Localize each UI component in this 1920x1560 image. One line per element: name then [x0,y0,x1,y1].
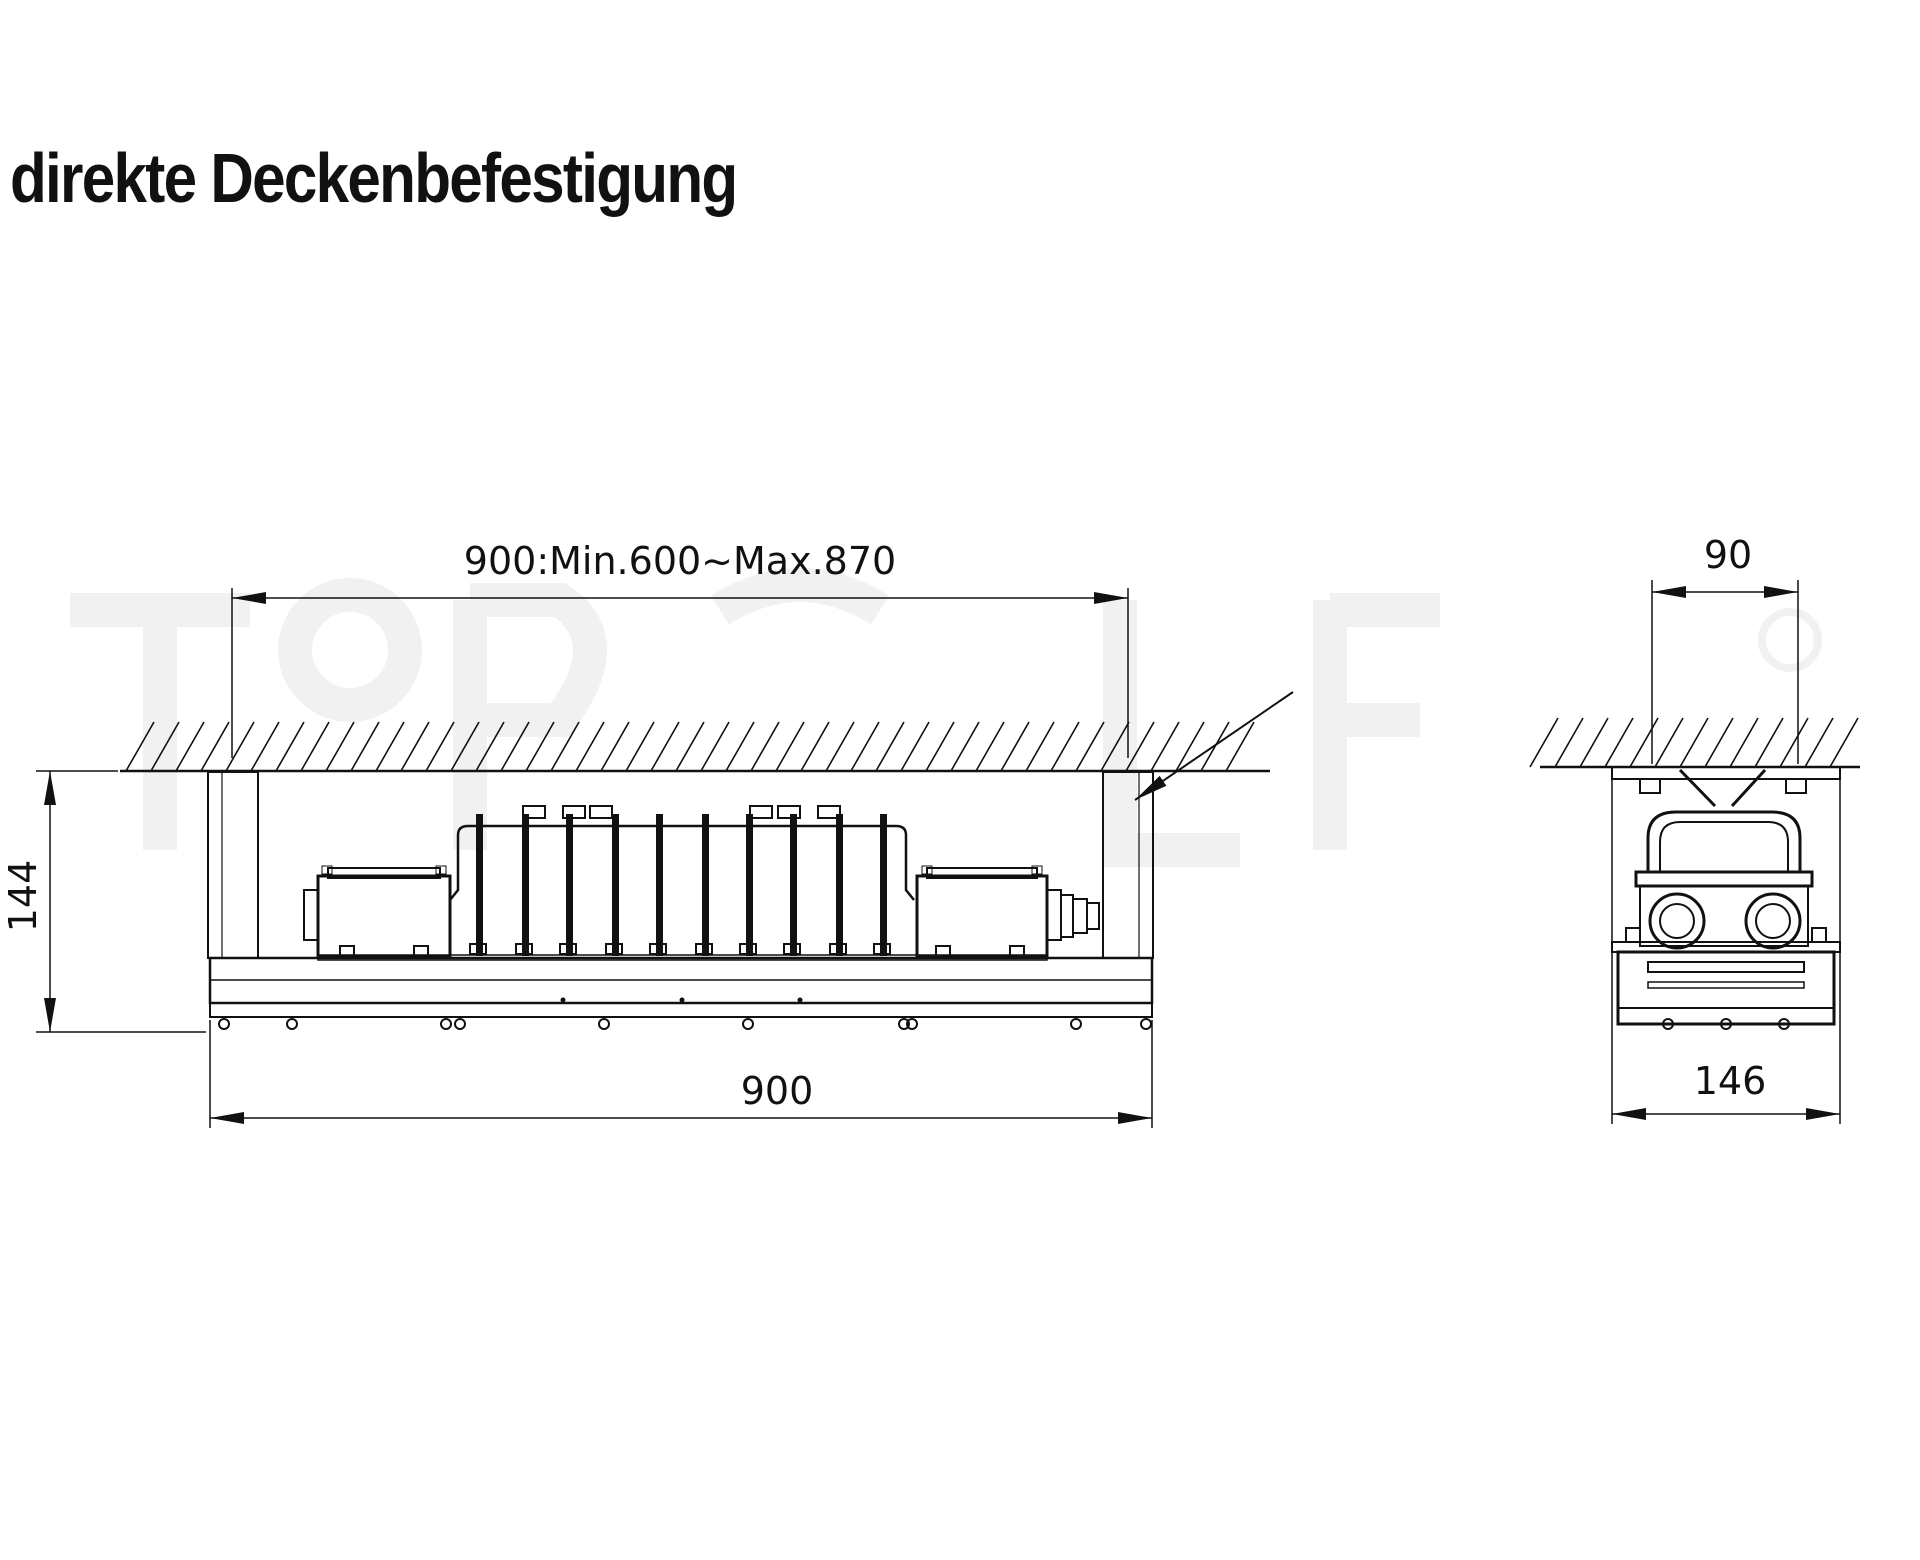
ceiling-hatch-line [376,722,404,771]
driver-box-right [917,866,1061,956]
ceiling-hatch-line [251,722,279,771]
dimension-front-length [210,1020,1152,1128]
ceiling-side [1530,718,1860,767]
ceiling-hatch-line [701,722,729,771]
ceiling-hatch-line [1530,718,1558,767]
ceiling-hatch-line [676,722,704,771]
ceiling-hatch-line [1605,718,1633,767]
ceiling-hatch-line [1630,718,1658,767]
side-cable-gland-right [1746,894,1800,948]
driver-box-left [304,866,450,956]
side-mount-plate [1612,767,1840,806]
ceiling-hatch-line [276,722,304,771]
ceiling-hatch-line [726,722,754,771]
ceiling-hatch-line [1076,722,1104,771]
heat-sink-fin [790,814,797,956]
ceiling-hatch-line [1555,718,1583,767]
side-cable-gland-left [1650,894,1704,948]
front-view [1,539,1293,1128]
ceiling-hatch-line [226,722,254,771]
ceiling-hatch-line [776,722,804,771]
ceiling-hatch-line [1176,722,1204,771]
ceiling-hatch-line [626,722,654,771]
heat-sink-fin [746,814,753,956]
leader-arrow [1135,692,1293,800]
ceiling-hatch-line [1780,718,1808,767]
ceiling-front [120,722,1270,771]
dimension-label-front-height: 144 [1,859,45,933]
heat-sink-fin [836,814,843,956]
ceiling-hatch-line [401,722,429,771]
ceiling-hatch-line [901,722,929,771]
ceiling-hatch-line [1580,718,1608,767]
ceiling-hatch-line [1001,722,1029,771]
heat-sink-fin [880,814,887,956]
ceiling-hatch-line [1830,718,1858,767]
base-bolt [287,1019,297,1029]
base-bolt [219,1019,229,1029]
heat-sink-fin [566,814,573,956]
dimension-label-side-spacing: 90 [1703,533,1753,577]
base-bolt [743,1019,753,1029]
ceiling-hatch-line [926,722,954,771]
heat-sink-fin [522,814,529,956]
ceiling-hatch-line [751,722,779,771]
ceiling-hatch-line [651,722,679,771]
ceiling-hatch-line [201,722,229,771]
ceiling-hatch-line [426,722,454,771]
ceiling-hatch-line [1730,718,1758,767]
ceiling-hatch-line [851,722,879,771]
dimension-label-side-width: 146 [1693,1059,1767,1103]
dimension-label-front-span: 900:Min.600~Max.870 [463,539,897,583]
ceiling-hatch-line [1705,718,1733,767]
base-bolt [455,1019,465,1029]
cable-gland [1061,895,1099,937]
ceiling-hatch-line [326,722,354,771]
ceiling-hatch-line [601,722,629,771]
watermark [70,585,1818,850]
ceiling-hatch-line [1755,718,1783,767]
heat-sink-fin [702,814,709,956]
base-bolt [1141,1019,1151,1029]
ceiling-hatch-line [301,722,329,771]
dimension-front-span [232,539,1128,758]
ceiling-hatch-line [176,722,204,771]
ceiling-hatch-line [826,722,854,771]
base-rail [210,958,1152,1029]
dimension-side-width [1612,775,1840,1124]
ceiling-hatch-line [351,722,379,771]
ceiling-hatch-line [1680,718,1708,767]
base-bolt [599,1019,609,1029]
side-lower-body [1612,928,1840,1029]
page-title: direkte Deckenbefestigung [10,139,737,217]
heat-sink [318,806,1047,960]
heat-sink-fin [612,814,619,956]
heat-sink-fin [476,814,483,956]
dimension-label-front-length: 900 [740,1069,814,1113]
base-bolt [441,1019,451,1029]
ceiling-hatch-line [1026,722,1054,771]
ceiling-hatch-line [801,722,829,771]
heat-sink-fin [656,814,663,956]
ceiling-hatch-line [1151,722,1179,771]
base-bolt [1071,1019,1081,1029]
side-housing [1636,812,1812,946]
mounting-bracket-left [208,772,258,958]
ceiling-hatch-line [876,722,904,771]
ceiling-hatch-line [1655,718,1683,767]
ceiling-hatch-line [576,722,604,771]
ceiling-hatch-line [976,722,1004,771]
ceiling-hatch-line [1051,722,1079,771]
ceiling-hatch-line [1805,718,1833,767]
ceiling-hatch-line [951,722,979,771]
